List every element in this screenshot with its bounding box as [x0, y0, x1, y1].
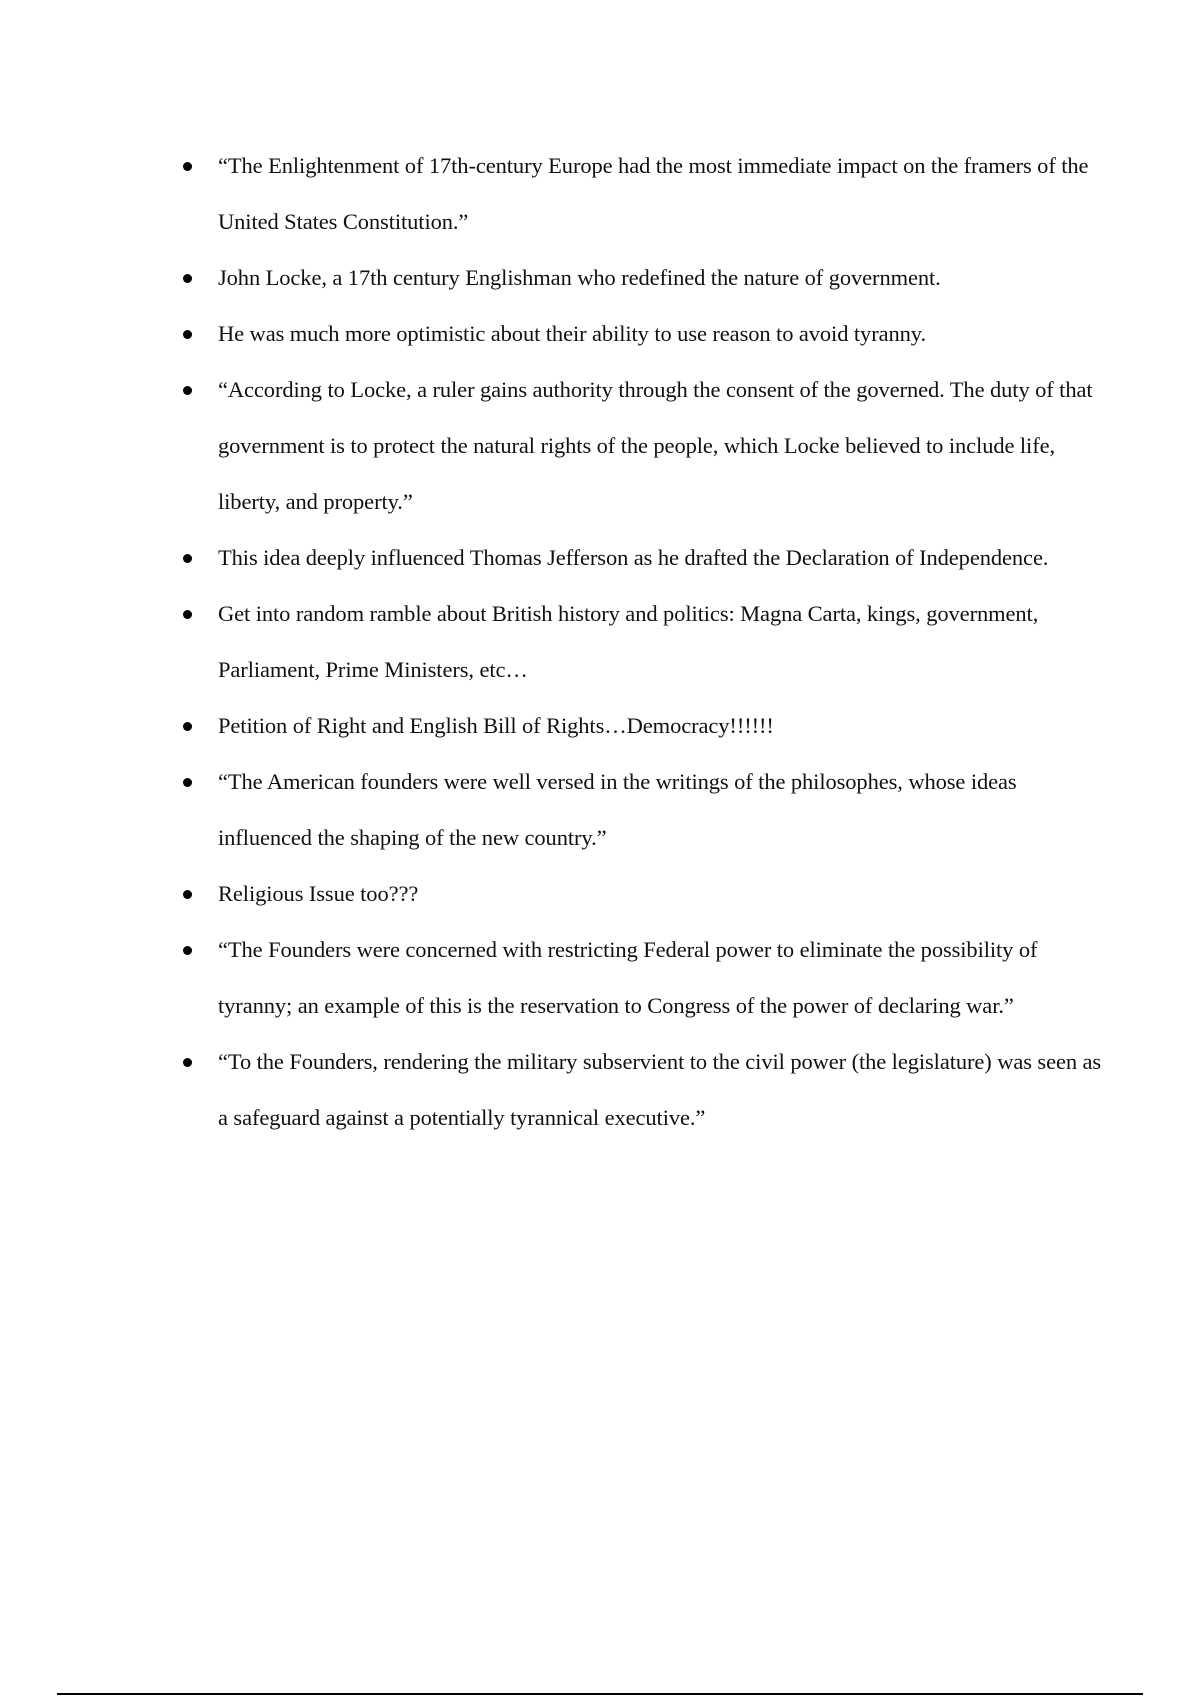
list-item-text: Petition of Right and English Bill of Rights…Democracy!!!!!! — [218, 713, 774, 738]
list-item-text: He was much more optimistic about their ability to use reason to avoid tyranny. — [218, 321, 926, 346]
list-item — [182, 306, 1112, 362]
list-item-text: “According to Locke, a ruler gains authority through the consent of the governed. The duty of that government is to protect the natural rights of the people, which Locke believed to include life, liberty, and property.” — [218, 377, 1093, 514]
list-item — [182, 362, 1112, 530]
list-item — [182, 866, 1112, 922]
bullet-icon — [183, 610, 192, 619]
list-item — [182, 922, 1112, 1034]
page-bottom-rule — [57, 1693, 1143, 1695]
bullet-icon — [183, 386, 192, 395]
list-item-text: John Locke, a 17th century Englishman who redefined the nature of government. — [218, 265, 941, 290]
bullet-icon — [183, 162, 192, 171]
list-item-text: “To the Founders, rendering the military subservient to the civil power (the legislature) was seen as a safeguard against a potentially tyrannical executive.” — [218, 1049, 1102, 1130]
list-item — [182, 250, 1112, 306]
bullet-icon — [183, 554, 192, 563]
list-item — [182, 754, 1112, 866]
bullet-icon — [183, 890, 192, 899]
bullet-icon — [183, 946, 192, 955]
bullet-icon — [183, 274, 192, 283]
list-item-text: Religious Issue too??? — [218, 881, 419, 906]
list-item — [182, 586, 1112, 698]
bullet-icon — [183, 330, 192, 339]
bullet-list — [182, 138, 1112, 1146]
list-item-text: This idea deeply influenced Thomas Jefferson as he drafted the Declaration of Independence. — [218, 545, 1049, 570]
bullet-icon — [183, 1058, 192, 1067]
list-item-text: Get into random ramble about British history and politics: Magna Carta, kings, government, Parliament, Prime Ministers, etc… — [218, 601, 1039, 682]
list-item-text: “The American founders were well versed in the writings of the philosophes, whose ideas influenced the shaping of the new country.” — [218, 769, 1017, 850]
list-item — [182, 698, 1112, 754]
list-item — [182, 530, 1112, 586]
list-item — [182, 138, 1112, 250]
list-item — [182, 1034, 1112, 1146]
bullet-icon — [183, 722, 192, 731]
list-item-text: “The Enlightenment of 17th-century Europe had the most immediate impact on the framers of the United States Constitution.” — [218, 153, 1089, 234]
list-item-text: “The Founders were concerned with restricting Federal power to eliminate the possibility of tyranny; an example of this is the reservation to Congress of the power of declaring war.” — [218, 937, 1038, 1018]
bullet-icon — [183, 778, 192, 787]
